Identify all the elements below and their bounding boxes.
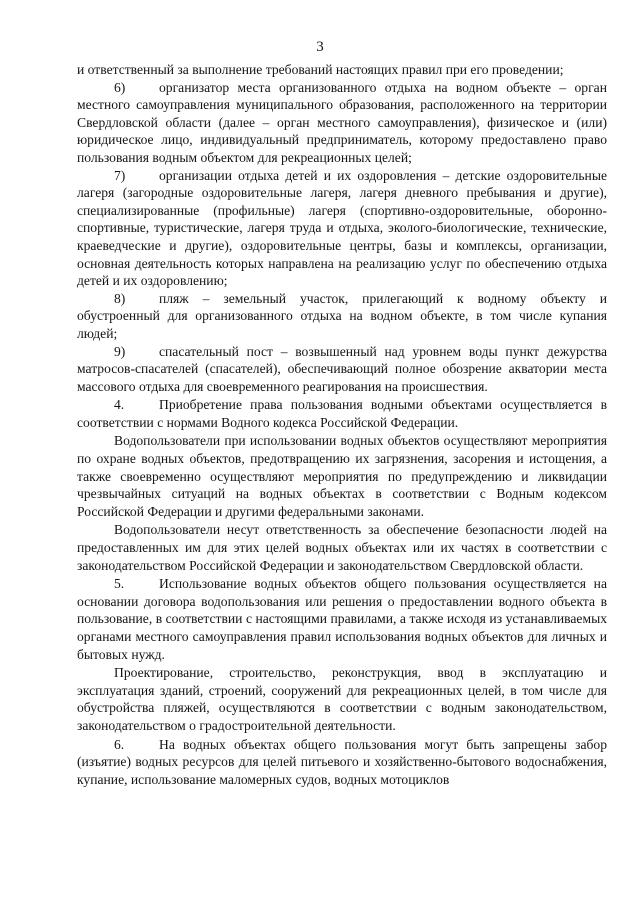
paragraph [77,664,607,734]
section-5 [77,575,607,663]
paragraph-text: Водопользователи при использовании водных объектов осуществляют мероприятия по охране водных объектов, предотвращению их загрязнения, засорения и истощения, а также своевременно осуществляют мероприятия по предупреждению и ликвидации чрезвычайных ситуаций на водных объектах в соответствии с Водным кодексом Российской Федерации и другими федеральными законами. [77,433,607,519]
item-number: 7) [114,167,126,183]
paragraph [77,432,607,520]
item-number: 6) [114,79,126,95]
section-6 [77,736,607,789]
item-number: 8) [114,290,126,306]
paragraph-text: спасательный пост – возвышенный над уровнем воды пункт дежурства матросов-спасателей (спасателей), обеспечивающий полное обозрение акватории места массового отдыха для своевременного реагирования на происшествия. [77,343,607,394]
document-body [77,61,607,788]
list-item-9 [77,343,607,396]
section-number: 5. [114,576,125,592]
list-item-7 [77,167,607,290]
paragraph [77,521,607,574]
list-item-6 [77,79,607,167]
paragraph-text: и ответственный за выполнение требований настоящих правил при его проведении; [77,62,564,77]
paragraph-text: Проектирование, строительство, реконструкция, ввод в эксплуатацию и эксплуатация зданий, строений, сооружений для рекреационных целей, в том числе для обустройства пляжей, осуществляются в соответствии с водным законодательством, законодательством о градостроительной деятельности. [77,665,607,733]
page-number: 3 [316,39,324,55]
paragraph-text: На водных объектах общего пользования могут быть запрещены забор (изъятие) водных ресурсов для целей питьевого и хозяйственно-бытового водоснабжения, купание, использование маломерных судов, водных мотоциклов [77,736,607,787]
list-item-8 [77,290,607,343]
paragraph-text: организации отдыха детей и их оздоровления – детские оздоровительные лагеря (загородные оздоровительные лагеря, лагеря дневного пребывания и другие), специализированные (профильные) лагеря (спортивно-оздоровительные, оборонно-спортивные, туристические, лагеря труда и отдыха, эколого-биологические, технические, краеведческие и другие), оздоровительные центры, базы и комплексы, организации, основная деятельность которых направлена на реализацию услуг по обеспечению отдыха детей и их оздоровлению; [77,167,607,289]
paragraph-text: пляж – земельный участок, прилегающий к водному объекту и обустроенный для организованного отдыха на водном объекте, в том числе купания людей; [77,290,607,341]
section-number: 6. [114,736,125,752]
paragraph-continuation [77,61,607,79]
paragraph-text: Приобретение права пользования водными объектами осуществляется в соответствии с нормами Водного кодекса Российской Федерации. [77,397,607,430]
section-4 [77,396,607,431]
paragraph-text: Использование водных объектов общего пользования осуществляется на основании договора водопользования или решения о предоставлении водного объекта в пользование, в соответствии с настоящими правилами, а также исходя из устанавливаемых органами местного самоуправления правил использования водных объектов для личных и бытовых нужд. [77,576,607,662]
paragraph-text: организатор места организованного отдыха на водном объекте – орган местного самоуправления муниципального образования, расположенного на территории Свердловской области (далее – орган местного самоуправления), физическое и (или) юридическое лицо, индивидуальный предприниматель, которому предоставлено право пользования водным объектом для рекреационных целей; [77,79,607,165]
section-number: 4. [114,397,125,413]
item-number: 9) [114,343,126,359]
paragraph-text: Водопользователи несут ответственность за обеспечение безопасности людей на предоставленных им для этих целей водных объектах или их частях в соответствии с законодательством Российской Федерации и законодательством Свердловской области. [77,522,607,573]
